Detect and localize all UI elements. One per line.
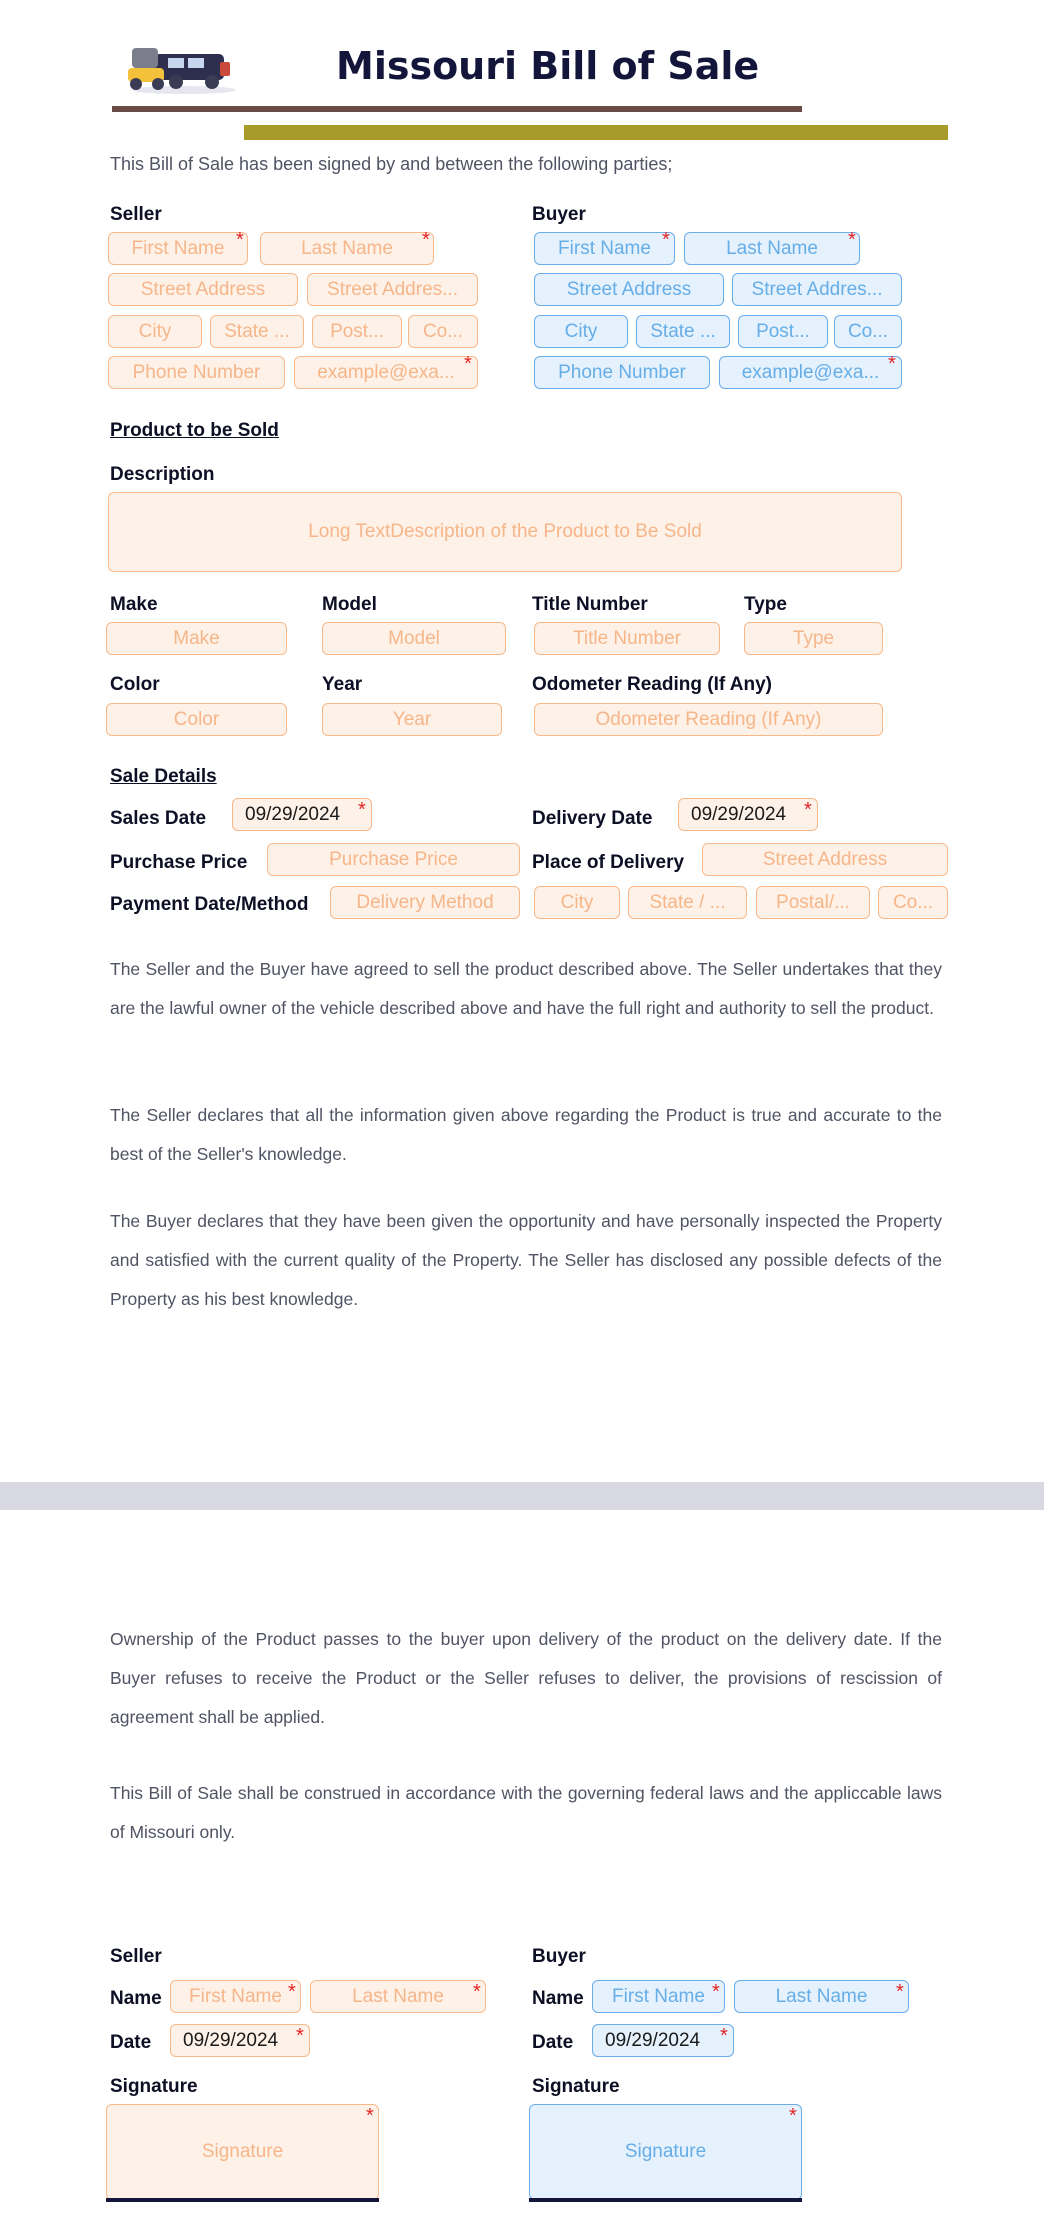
required-mark: * [848, 229, 856, 251]
odometer-label: Odometer Reading (If Any) [532, 674, 772, 695]
seller-name-label: Name [110, 1988, 162, 2009]
buyer-signature-line [529, 2198, 802, 2202]
required-mark: * [358, 799, 366, 821]
buyer-sign-first-name-field[interactable]: First Name [592, 1980, 725, 2013]
seller-street-field[interactable]: Street Address [108, 273, 298, 306]
sales-date-label: Sales Date [110, 808, 207, 829]
sale-details-heading: Sale Details [110, 766, 217, 787]
required-mark: * [712, 1981, 720, 2003]
year-field[interactable]: Year [322, 703, 502, 736]
type-field[interactable]: Type [744, 622, 883, 655]
odometer-field[interactable]: Odometer Reading (If Any) [534, 703, 883, 736]
seller-email-field[interactable]: example@exa... [294, 356, 478, 389]
description-textarea[interactable]: Long TextDescription of the Product to Be Sold [108, 492, 902, 572]
seller-signature-pad[interactable]: Signature [106, 2104, 379, 2200]
seller-street2-field[interactable]: Street Addres... [307, 273, 478, 306]
page-title: Missouri Bill of Sale [336, 44, 760, 88]
terms-paragraph-1: The Seller and the Buyer have agreed to sell the product described above. The Seller undertakes that they are the lawful owner of the vehicle described above and have the full right and authority to sell the product. [110, 959, 942, 1018]
delivery-date-label: Delivery Date [532, 808, 653, 829]
color-label: Color [110, 674, 160, 695]
vehicles-illustration-icon [124, 38, 242, 96]
terms-paragraph-2: The Seller declares that all the information given above regarding the Product is true and accurate to the best of the Seller's knowledge. [110, 1105, 942, 1164]
seller-signature-heading: Seller [110, 1946, 162, 1967]
purchase-price-field[interactable]: Purchase Price [267, 843, 520, 876]
model-field[interactable]: Model [322, 622, 506, 655]
buyer-first-name-field[interactable]: First Name [534, 232, 675, 265]
seller-sign-first-name-field[interactable]: First Name [170, 1980, 301, 2013]
buyer-postal-field[interactable]: Post... [738, 315, 828, 348]
buyer-country-field[interactable]: Co... [834, 315, 902, 348]
seller-phone-field[interactable]: Phone Number [108, 356, 285, 389]
buyer-date-label: Date [532, 2032, 574, 2053]
required-mark: * [804, 799, 812, 821]
buyer-street-field[interactable]: Street Address [534, 273, 724, 306]
product-heading: Product to be Sold [110, 420, 279, 441]
buyer-sign-date-field[interactable]: 09/29/2024 [592, 2024, 734, 2057]
buyer-last-name-field[interactable]: Last Name [684, 232, 860, 265]
required-mark: * [888, 353, 896, 375]
required-mark: * [296, 2025, 304, 2047]
seller-label: Seller [110, 204, 162, 225]
seller-country-field[interactable]: Co... [408, 315, 478, 348]
seller-signature-line [106, 2198, 379, 2202]
terms-paragraph-4: Ownership of the Product passes to the buyer upon delivery of the product on the delivery date. If the Buyer refuses to receive the Product or the Seller refuses to deliver, the provisions of rescission of agreement shall be applied. [110, 1629, 942, 1727]
place-of-delivery-label: Place of Delivery [532, 852, 685, 873]
seller-city-field[interactable]: City [108, 315, 202, 348]
buyer-signature-heading: Buyer [532, 1946, 586, 1967]
terms-paragraph-3: The Buyer declares that they have been given the opportunity and have personally inspected the Property and satisfied with the current quality of the Property. The Seller has disclosed any possible defects of the Property as his best knowledge. [110, 1211, 942, 1309]
delivery-date-field[interactable]: 09/29/2024 [678, 798, 818, 831]
type-label: Type [744, 594, 787, 615]
seller-first-name-field[interactable]: First Name [108, 232, 248, 265]
make-field[interactable]: Make [106, 622, 287, 655]
model-label: Model [322, 594, 377, 615]
required-mark: * [236, 229, 244, 251]
header-divider-olive [244, 125, 948, 140]
required-mark: * [720, 2025, 728, 2047]
seller-sign-date-field[interactable]: 09/29/2024 [170, 2024, 310, 2057]
payment-label: Payment Date/Method [110, 894, 309, 915]
required-mark: * [896, 1981, 904, 2003]
seller-date-label: Date [110, 2032, 152, 2053]
sales-date-field[interactable]: 09/29/2024 [232, 798, 372, 831]
buyer-signature-pad[interactable]: Signature [529, 2104, 802, 2200]
header-divider-brown [112, 106, 802, 112]
buyer-email-field[interactable]: example@exa... [719, 356, 902, 389]
seller-state-field[interactable]: State ... [210, 315, 304, 348]
delivery-country-field[interactable]: Co... [878, 886, 948, 919]
payment-method-field[interactable]: Delivery Method [330, 886, 520, 919]
seller-last-name-field[interactable]: Last Name [260, 232, 434, 265]
buyer-city-field[interactable]: City [534, 315, 628, 348]
seller-signature-label: Signature [110, 2076, 198, 2097]
required-mark: * [662, 229, 670, 251]
buyer-name-label: Name [532, 1988, 584, 2009]
description-label: Description [110, 464, 215, 485]
buyer-label: Buyer [532, 204, 586, 225]
terms-paragraph-5: This Bill of Sale shall be construed in accordance with the governing federal laws and the appliccable laws of Missouri only. [110, 1783, 942, 1842]
purchase-price-label: Purchase Price [110, 852, 248, 873]
seller-sign-last-name-field[interactable]: Last Name [310, 1980, 486, 2013]
delivery-city-field[interactable]: City [534, 886, 620, 919]
intro-text: This Bill of Sale has been signed by and between the following parties; [110, 154, 673, 174]
seller-postal-field[interactable]: Post... [312, 315, 402, 348]
required-mark: * [789, 2105, 797, 2127]
color-field[interactable]: Color [106, 703, 287, 736]
delivery-state-field[interactable]: State / ... [628, 886, 747, 919]
make-label: Make [110, 594, 158, 615]
page-2 [0, 1510, 1044, 2216]
buyer-phone-field[interactable]: Phone Number [534, 356, 710, 389]
delivery-postal-field[interactable]: Postal/... [756, 886, 870, 919]
title-number-field[interactable]: Title Number [534, 622, 720, 655]
required-mark: * [464, 353, 472, 375]
buyer-signature-label: Signature [532, 2076, 620, 2097]
buyer-state-field[interactable]: State ... [636, 315, 730, 348]
required-mark: * [288, 1981, 296, 2003]
required-mark: * [473, 1981, 481, 2003]
title-number-label: Title Number [532, 594, 648, 615]
year-label: Year [322, 674, 363, 695]
buyer-sign-last-name-field[interactable]: Last Name [734, 1980, 909, 2013]
delivery-street-field[interactable]: Street Address [702, 843, 948, 876]
buyer-street2-field[interactable]: Street Addres... [732, 273, 902, 306]
required-mark: * [422, 229, 430, 251]
required-mark: * [366, 2105, 374, 2127]
